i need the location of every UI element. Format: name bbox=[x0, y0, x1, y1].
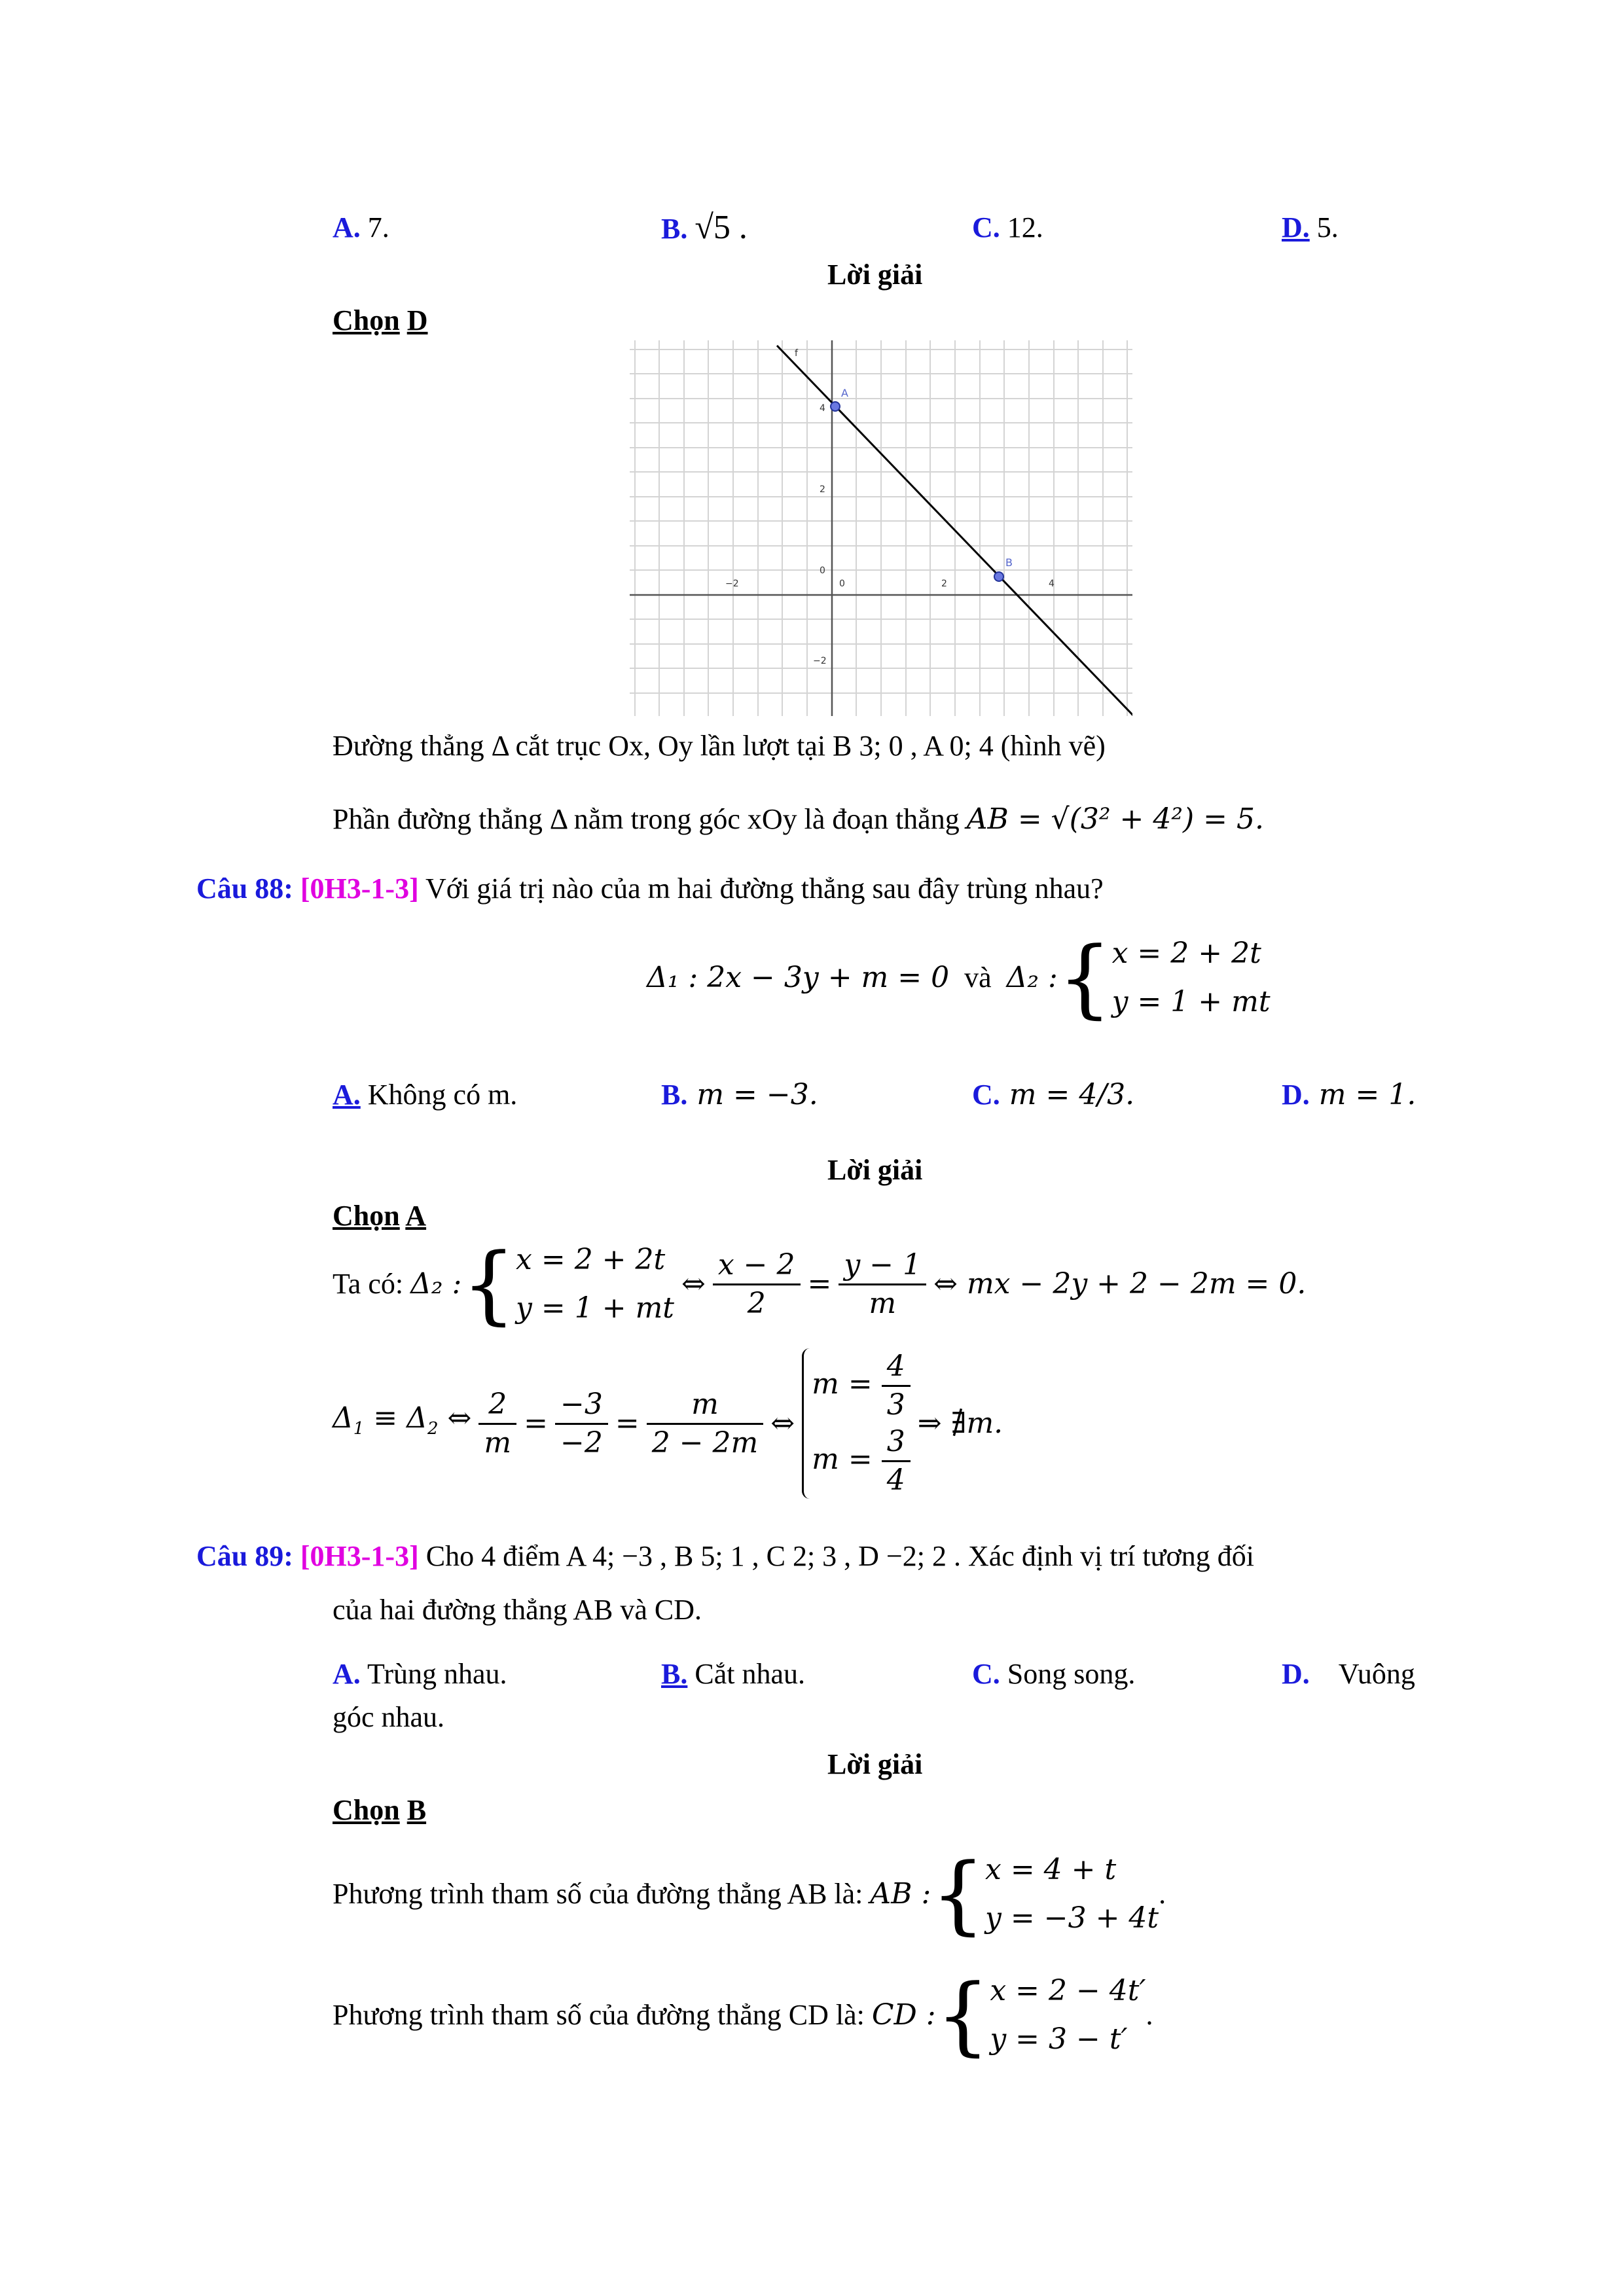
q88-choose: Chọn A bbox=[333, 1200, 427, 1232]
q88-tag: [0H3-1-3] bbox=[300, 872, 419, 905]
q89-option-b[interactable]: B. Cắt nhau. bbox=[661, 1658, 805, 1690]
x-tick-neg2: −2 bbox=[725, 579, 739, 589]
q88-option-a[interactable]: A. Không có m. bbox=[333, 1079, 518, 1111]
q88-equations: Δ₁ : 2x − 3y + m = 0 và Δ₂ :{ x = 2 + 2t y = 1 + mt bbox=[647, 928, 1271, 1028]
graph-point-b-label: B bbox=[1005, 556, 1013, 569]
brace-icon: { bbox=[1057, 928, 1112, 1028]
q87-option-a[interactable]: A. 7. bbox=[333, 211, 389, 243]
y-tick-0: 0 bbox=[820, 565, 825, 576]
q89-solution-title: Lời giải bbox=[827, 1748, 923, 1780]
graph-point-a-label: A bbox=[841, 387, 848, 399]
q88-step2-result: ⇒ ∄m. bbox=[917, 1407, 1003, 1440]
q89-cd-equation: Phương trình tham số của đường thẳng CD là: CD :{ x = 2 − 4t′ y = 3 − t′ . bbox=[333, 1965, 1153, 2065]
q88-solution-title: Lời giải bbox=[827, 1154, 923, 1186]
q87-solution-line1: Đường thẳng Δ cắt trục Ox, Oy lần lượt tại B 3; 0 , A 0; 4 (hình vẽ) bbox=[333, 730, 1106, 762]
q88-step1: Ta có: Δ₂ :{ x = 2 + 2t y = 1 + mt ⇔ $\frac{x - 2}{2}$ = $\frac{y - 1}{m}$ ⇔ mx − 2y + 2 − 2m = 0. bbox=[333, 1234, 1307, 1334]
ab-length-formula: AB = √(3² + 4²) = 5. bbox=[966, 802, 1264, 836]
q88-delta2-system: x = 2 + 2t y = 1 + mt bbox=[1111, 937, 1271, 1018]
q89-choose: Chọn B bbox=[333, 1794, 427, 1826]
q89-text: Cho 4 điểm A 4; −3 , B 5; 1 , C 2; 3 , D −2; 2 . Xác định vị trí tương đối bbox=[418, 1540, 1254, 1572]
q87-option-b[interactable]: B. √5 . bbox=[661, 209, 748, 246]
q87-choose: Chọn D bbox=[333, 304, 428, 336]
y-tick-2: 2 bbox=[820, 484, 825, 495]
q88-step1-result: ⇔ mx − 2y + 2 − 2m = 0. bbox=[933, 1267, 1307, 1300]
graph-point-b bbox=[994, 572, 1003, 581]
q88-option-d[interactable]: D. m = 1. bbox=[1282, 1078, 1416, 1111]
q89-tag: [0H3-1-3] bbox=[300, 1540, 419, 1572]
q88-text: Với giá trị nào của m hai đường thẳng sau đây trùng nhau? bbox=[418, 872, 1104, 905]
q89-header bbox=[196, 1538, 1254, 1575]
q89-text-cont: của hai đường thẳng AB và CD. bbox=[333, 1594, 702, 1626]
y-tick-4: 4 bbox=[820, 403, 825, 414]
graph-grid bbox=[630, 340, 1132, 716]
x-tick-0: 0 bbox=[839, 579, 845, 589]
q87-graph bbox=[630, 340, 1132, 716]
x-tick-4: 4 bbox=[1049, 579, 1055, 589]
q87-option-d[interactable]: D. 5. bbox=[1282, 211, 1339, 243]
q89-option-d-cont: góc nhau. bbox=[333, 1701, 445, 1733]
q88-delta2-name: Δ₂ : bbox=[1006, 961, 1058, 994]
graph-line-label: f bbox=[795, 348, 798, 359]
q87-solution-title: Lời giải bbox=[827, 259, 923, 291]
q88-option-b[interactable]: B. m = −3. bbox=[661, 1078, 818, 1111]
graph-tick-labels bbox=[725, 403, 1055, 666]
y-tick-neg2: −2 bbox=[813, 656, 827, 666]
q87-solution-line2: Phần đường thẳng Δ nằm trong góc xOy là đoạn thẳng AB = √(3² + 4²) = 5. bbox=[333, 802, 1264, 836]
x-tick-2: 2 bbox=[941, 579, 947, 589]
q89-option-d[interactable]: D. Vuông bbox=[1282, 1658, 1415, 1690]
q88-delta1: Δ₁ : 2x − 3y + m = 0 bbox=[647, 961, 950, 994]
brace-icon: { bbox=[935, 1965, 990, 2065]
q87-option-c[interactable]: C. 12. bbox=[972, 211, 1043, 243]
q88-label: Câu 88: bbox=[196, 872, 293, 905]
q88-system-bracket: m = $\frac{4}{3}$ m = $\frac{3}{4}$ bbox=[802, 1348, 911, 1499]
q89-ab-equation: Phương trình tham số của đường thẳng AB là: AB :{ x = 4 + t y = −3 + 4t . bbox=[333, 1844, 1166, 1944]
brace-icon: { bbox=[931, 1844, 986, 1944]
brace-icon: { bbox=[461, 1234, 516, 1334]
q89-option-a[interactable]: A. Trùng nhau. bbox=[333, 1658, 507, 1690]
q88-option-c[interactable]: C. m = 4/3. bbox=[972, 1078, 1135, 1111]
q88-header bbox=[196, 870, 1104, 907]
q89-option-c[interactable]: C. Song song. bbox=[972, 1658, 1136, 1690]
graph-point-a bbox=[831, 402, 840, 411]
q88-step1-delta2: Δ₂ : bbox=[410, 1267, 462, 1300]
q88-step2: $\Delta_1 \equiv \Delta_2$ ⇔ $\frac{2}{m}$ = $\frac{-3}{-2}$ = $\frac{m}{2 - 2m}$ ⇔ m = $\frac{4}{3}$ m = $\frac{3}{4}$ ⇒ ∄m. bbox=[333, 1348, 1003, 1505]
q89-label: Câu 89: bbox=[196, 1540, 293, 1572]
